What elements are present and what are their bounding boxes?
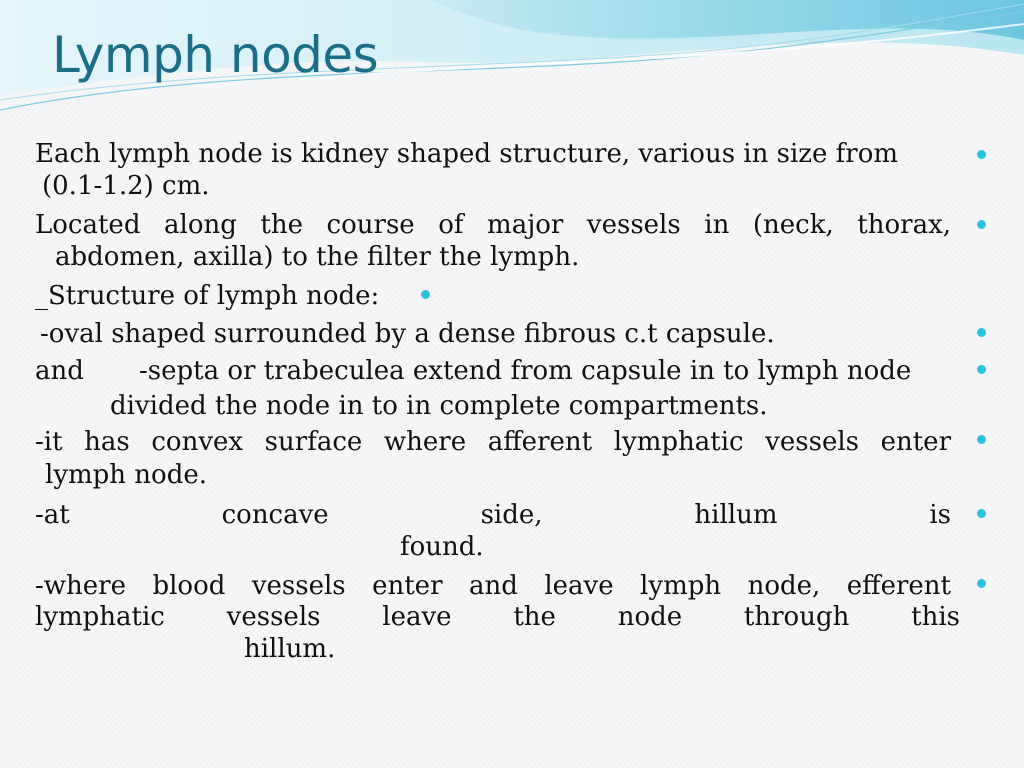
text-line: Located along the course of major vessels in (neck, thorax,	[35, 210, 951, 240]
slide-title: Lymph nodes	[52, 26, 379, 84]
text-line: -at concave side, hillum is	[35, 500, 951, 530]
text-line: found.	[400, 532, 484, 562]
bullet-icon	[977, 220, 986, 229]
text-line: hillum.	[244, 634, 336, 664]
text-line: and	[35, 356, 84, 386]
bullet-icon	[977, 579, 986, 588]
bullet-icon	[977, 328, 986, 337]
text-line: -it has convex surface where afferent lymphatic vessels enter	[35, 427, 951, 457]
text-line: divided the node in to in complete compartments.	[110, 391, 768, 421]
bullet-icon	[977, 150, 986, 159]
text-line: -oval shaped surrounded by a dense fibrous c.t capsule.	[40, 319, 775, 349]
text-line: lymphatic vessels leave the node through this	[35, 602, 960, 632]
bullet-icon	[977, 435, 986, 444]
bullet-icon	[977, 509, 986, 518]
text-line: -where blood vessels enter and leave lymph node, efferent	[35, 571, 951, 601]
text-line: lymph node.	[45, 460, 208, 490]
bullet-icon	[421, 290, 430, 299]
text-line: (0.1-1.2) cm.	[42, 171, 210, 201]
text-line: abdomen, axilla) to the filter the lymph.	[55, 242, 580, 272]
text-line: _Structure of lymph node:	[35, 281, 380, 311]
bullet-icon	[977, 365, 986, 374]
text-line: Each lymph node is kidney shaped structure, various in size from	[35, 139, 899, 169]
text-line: -septa or trabeculea extend from capsule in to lymph node	[139, 356, 912, 386]
